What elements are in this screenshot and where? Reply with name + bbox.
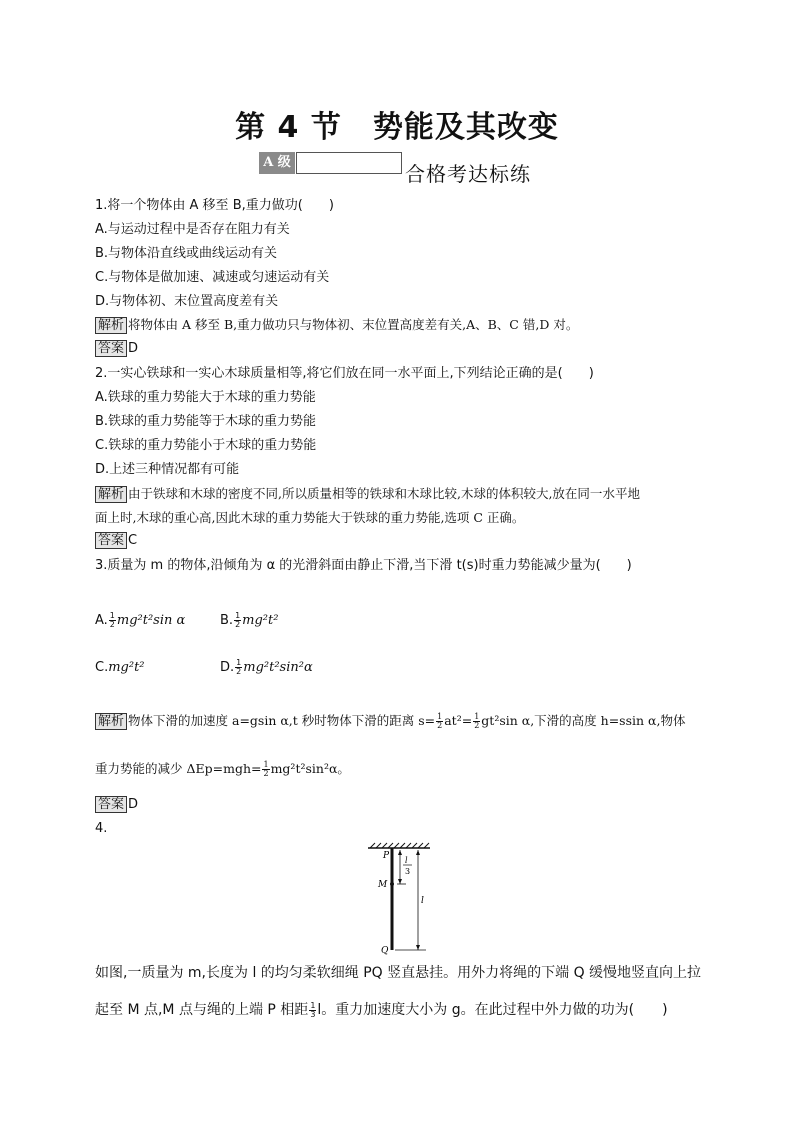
q1-option-c: C.与物体是做加速、减速或匀速运动有关 — [95, 270, 330, 285]
q4-stem-part: 起至 M 点,M 点与绳的上端 P 相距 — [95, 1002, 309, 1018]
option-label: A. — [95, 613, 108, 628]
option-expr: mg²t² — [242, 613, 279, 628]
q2-analysis-text-2: 面上时,木球的重心高,因此木球的重力势能大于铁球的重力势能,选项 C 正确。 — [95, 510, 525, 525]
q1-analysis-text: 将物体由 A 移至 B,重力做功只与物体初、末位置高度差有关,A、B、C 错,D 对。 — [128, 317, 579, 332]
option-label: D. — [220, 660, 235, 675]
q2-analysis — [95, 485, 640, 504]
full-length-label: l — [421, 896, 424, 906]
level-badge: A 级 — [259, 152, 295, 174]
q3-analysis-part: 物体下滑的加速度 a=gsin α,t 秒时物体下滑的距离 s= — [128, 713, 436, 728]
option-expr: mg²t²sin²α — [243, 660, 313, 675]
q2-analysis-text-1: 由于铁球和木球的密度不同,所以质量相等的铁球和木球比较,木球的体积较大,放在同一水平地 — [128, 486, 640, 501]
q3-analysis-line-2 — [95, 760, 350, 778]
option-expr: mg²t²sin α — [116, 613, 186, 628]
fraction: $\frac{1}{2}$ — [235, 611, 241, 629]
q2-answer-value: C — [128, 533, 138, 548]
q3-analysis-part: mg²t²sin²α。 — [270, 761, 350, 776]
q3-analysis-part: at²= — [444, 713, 473, 728]
q4-stem-part: l。重力加速度大小为 g。在此过程中外力做的功为( ) — [317, 1002, 668, 1018]
label-q: Q — [381, 946, 389, 956]
answer-tag: 答案 — [95, 532, 127, 549]
option-label: C. — [95, 660, 109, 675]
fraction: $\frac{1}{2}$ — [236, 658, 242, 676]
q3-analysis-line-1 — [95, 712, 685, 730]
fraction: $\frac{1}{2}$ — [437, 712, 443, 730]
q1-option-d: D.与物体初、末位置高度差有关 — [95, 294, 279, 309]
answer-tag: 答案 — [95, 796, 127, 813]
option-label: B. — [220, 613, 234, 628]
option-expr: mg²t² — [108, 660, 145, 675]
level-blank-box — [296, 152, 402, 174]
analysis-tag: 解析 — [95, 486, 127, 503]
q2-answer — [95, 532, 137, 550]
analysis-tag: 解析 — [95, 713, 127, 730]
q3-option-b — [220, 612, 278, 630]
q3-answer-value: D — [128, 797, 139, 812]
q2-option-c: C.铁球的重力势能小于木球的重力势能 — [95, 438, 317, 453]
point-m-marker — [390, 882, 394, 886]
q1-option-a: A.与运动过程中是否存在阻力有关 — [95, 222, 290, 237]
q4-stem-line-1: 如图,一质量为 m,长度为 l 的均匀柔软细绳 PQ 竖直悬挂。用外力将绳的下端 Q 缓慢地竖直向上拉 — [95, 965, 702, 981]
hanging-rope-figure — [360, 840, 440, 960]
q4-number: 4. — [95, 821, 108, 836]
fraction: $\frac{1}{2}$ — [109, 611, 115, 629]
q4-stem-line-2 — [95, 1001, 668, 1019]
q3-option-d — [220, 659, 313, 677]
label-m: M — [378, 880, 388, 890]
q1-answer-value: D — [128, 341, 139, 356]
third-length-den: 3 — [405, 867, 411, 876]
fraction: $\frac{1}{2}$ — [263, 760, 269, 778]
answer-tag: 答案 — [95, 340, 127, 357]
q3-answer — [95, 796, 138, 814]
q3-stem: 3.质量为 m 的物体,沿倾角为 α 的光滑斜面由静止下滑,当下滑 t(s)时重力势能减少量为( ) — [95, 558, 632, 573]
q2-stem: 2.一实心铁球和一实心木球质量相等,将它们放在同一水平面上,下列结论正确的是( ) — [95, 366, 594, 381]
q3-analysis-part: 重力势能的减少 ΔEp=mgh= — [95, 761, 262, 776]
q1-answer — [95, 340, 138, 358]
third-length-num: l — [405, 856, 408, 865]
q2-option-a: A.铁球的重力势能大于木球的重力势能 — [95, 390, 316, 405]
analysis-tag: 解析 — [95, 317, 127, 334]
fraction: $\frac{1}{2}$ — [474, 712, 480, 730]
q3-option-a — [95, 612, 185, 630]
level-text: 合格考达标练 — [405, 162, 531, 186]
q2-option-d: D.上述三种情况都有可能 — [95, 462, 240, 477]
q3-analysis-part: gt²sin α,下滑的高度 h=ssin α,物体 — [481, 713, 686, 728]
label-p: P — [383, 851, 390, 861]
q1-option-b: B.与物体沿直线或曲线运动有关 — [95, 246, 278, 261]
q3-option-c — [95, 659, 145, 677]
page-title: 第 4 节 势能及其改变 — [235, 110, 559, 145]
q1-stem: 1.将一个物体由 A 移至 B,重力做功( ) — [95, 198, 334, 213]
fraction: $\frac{1}{3}$ — [310, 1000, 316, 1019]
q1-analysis — [95, 316, 578, 335]
q2-option-b: B.铁球的重力势能等于木球的重力势能 — [95, 414, 317, 429]
